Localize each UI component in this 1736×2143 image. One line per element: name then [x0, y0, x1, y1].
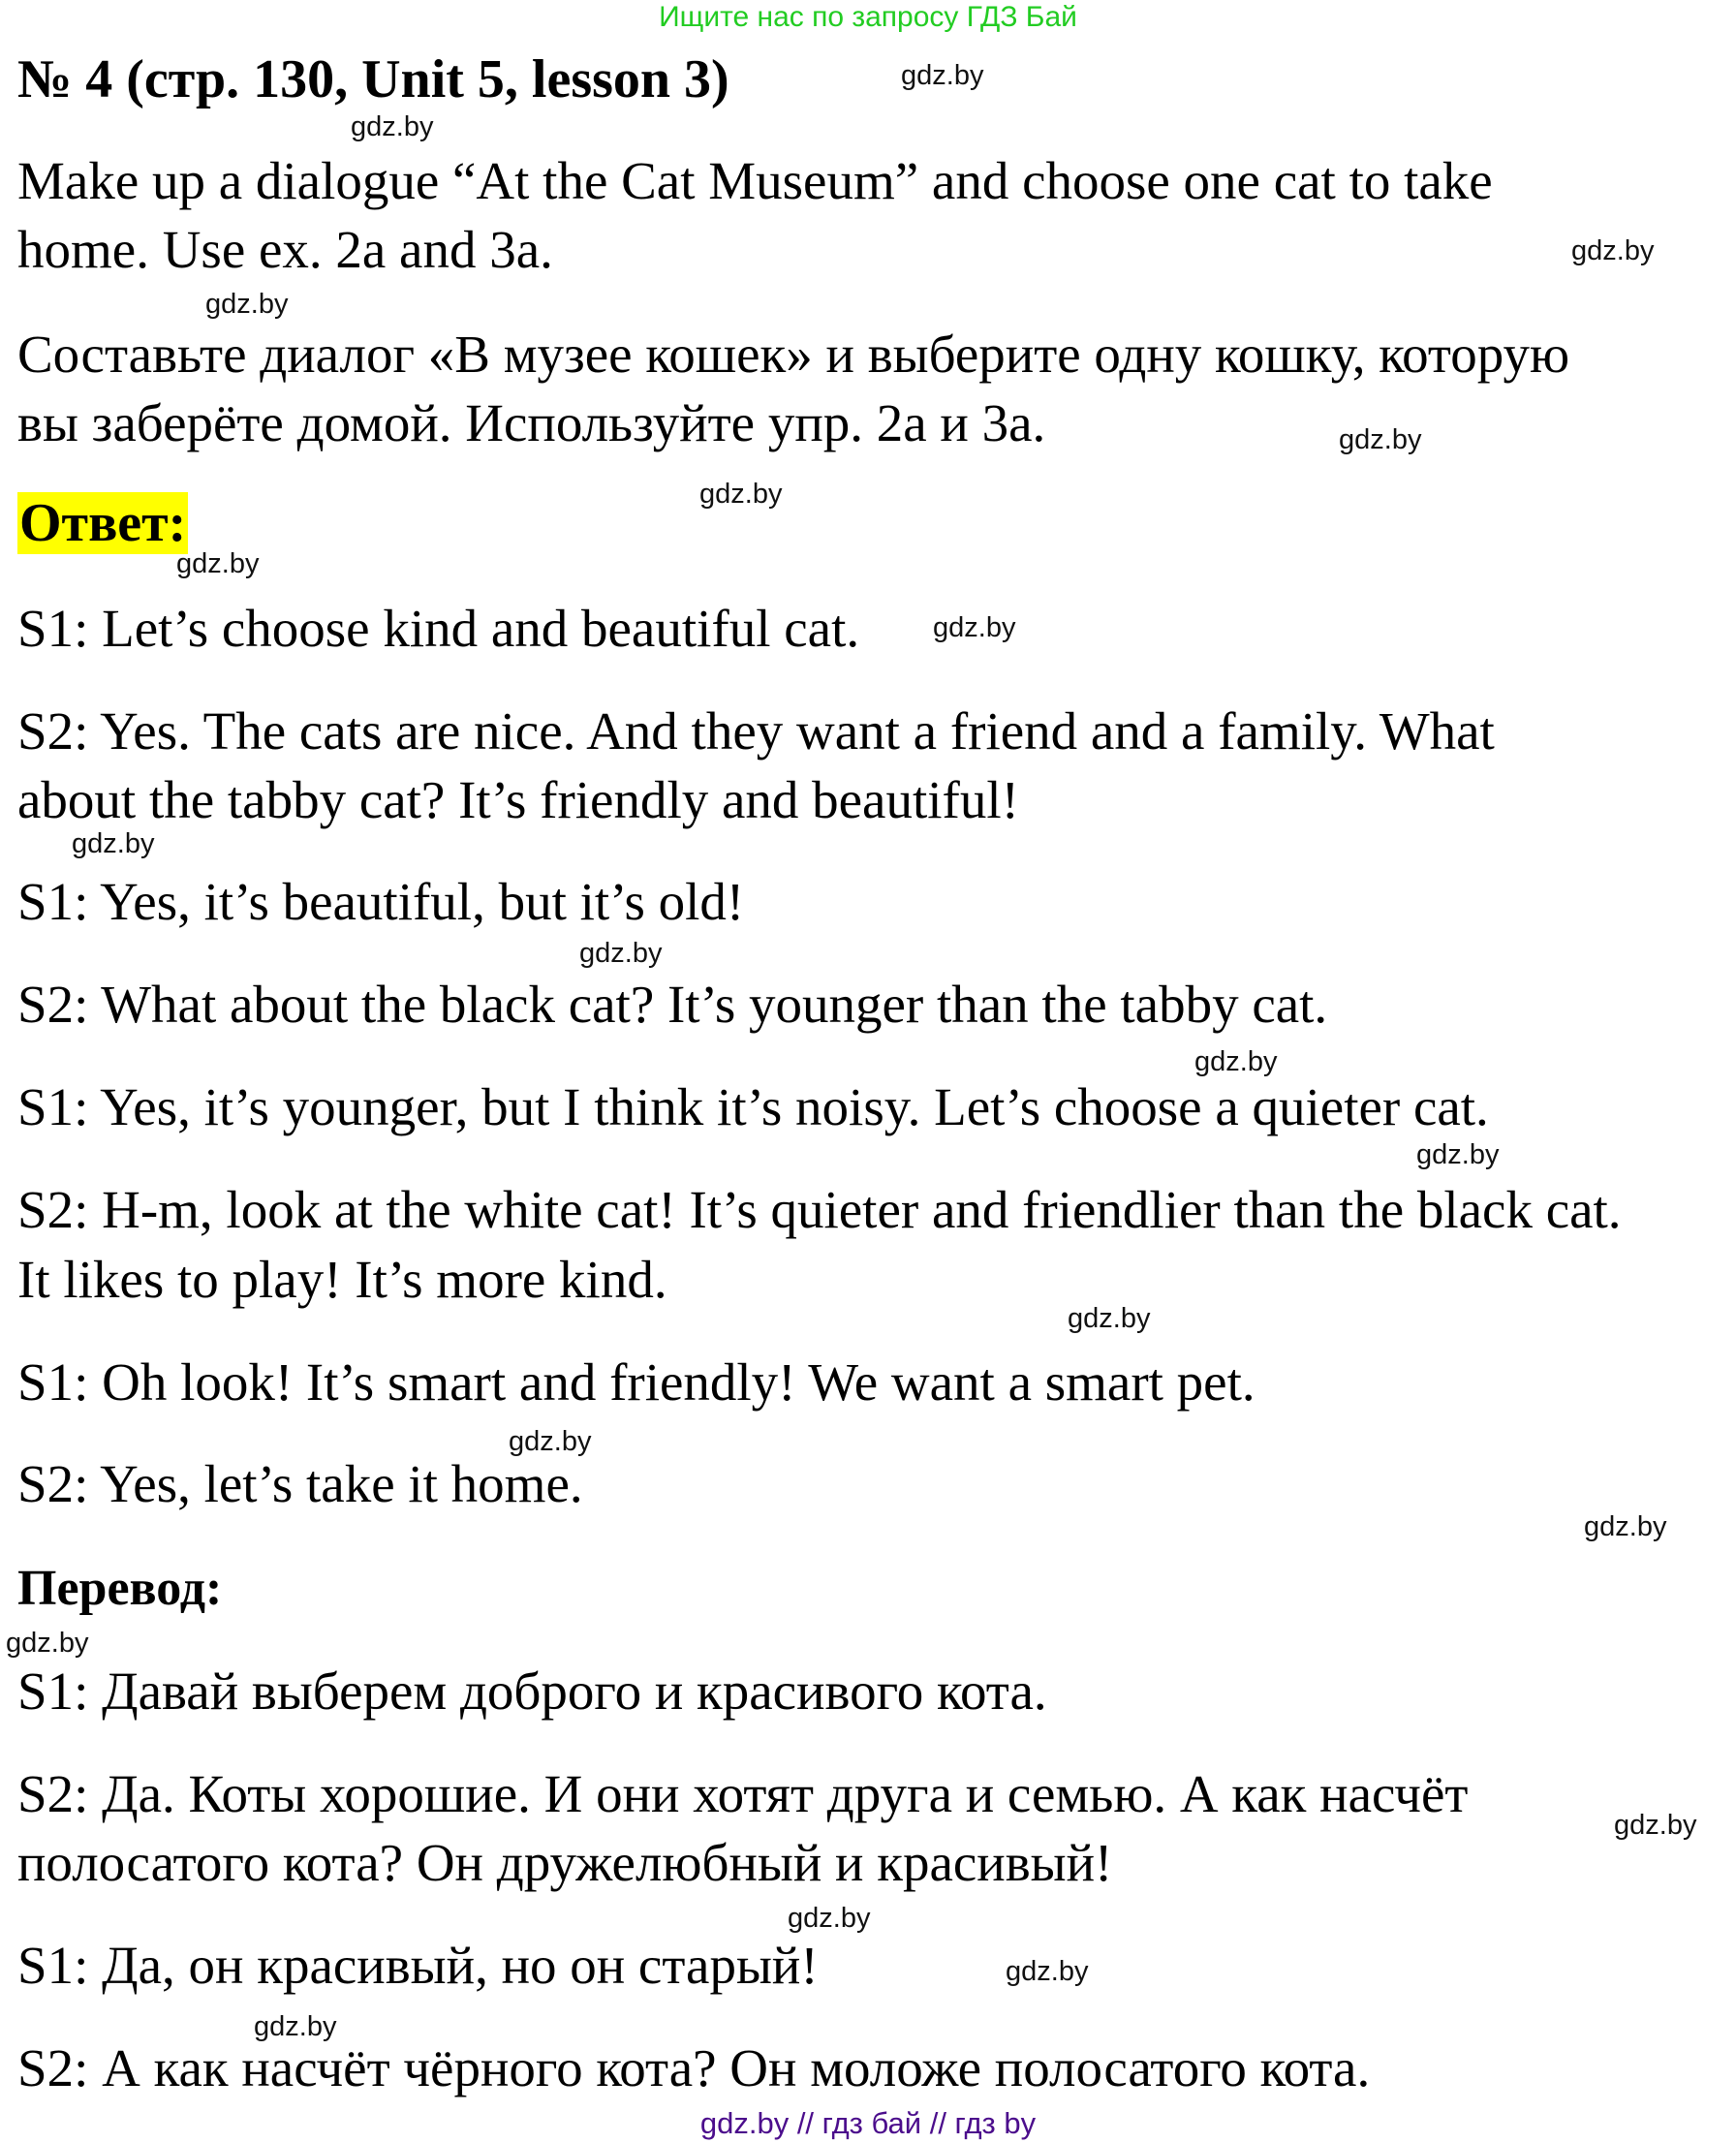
watermark: gdz.by — [1006, 1956, 1089, 1987]
footer-links[interactable]: gdz.by // гдз бай // гдз by — [699, 2106, 1037, 2140]
watermark: gdz.by — [1068, 1303, 1151, 1334]
watermark: gdz.by — [699, 479, 783, 510]
watermark: gdz.by — [205, 289, 289, 320]
watermark: gdz.by — [579, 938, 663, 969]
watermark: gdz.by — [1339, 424, 1422, 455]
watermark: gdz.by — [351, 111, 434, 142]
answer-label: Ответ: — [19, 493, 187, 553]
watermark: gdz.by — [6, 1628, 89, 1659]
dialogue-line: S1: Yes, it’s beautiful, but it’s old! — [17, 872, 745, 931]
watermark: gdz.by — [176, 548, 260, 579]
watermark: gdz.by — [1571, 235, 1655, 266]
dialogue-line: S2: What about the black cat? It’s younger than the tabby cat. — [17, 975, 1328, 1034]
translation-line: полосатого кота? Он дружелюбный и красивый! — [17, 1833, 1113, 1892]
watermark: gdz.by — [933, 612, 1016, 643]
watermark: gdz.by — [788, 1903, 871, 1934]
watermark: gdz.by — [1194, 1046, 1278, 1077]
watermark: gdz.by — [254, 2011, 337, 2042]
translation-line: S1: Давай выберем доброго и красивого кота. — [17, 1662, 1047, 1721]
watermark: gdz.by — [1584, 1511, 1667, 1542]
translation-line: S2: А как насчёт чёрного кота? Он моложе полосатого кота. — [17, 2038, 1371, 2097]
task-en-line: Make up a dialogue “At the Cat Museum” and choose one cat to take — [17, 151, 1493, 210]
dialogue-line: S2: Yes. The cats are nice. And they want a friend and a family. What — [17, 701, 1495, 761]
dialogue-line: S1: Yes, it’s younger, but I think it’s noisy. Let’s choose a quieter cat. — [17, 1077, 1489, 1136]
dialogue-line: S1: Oh look! It’s smart and friendly! We want a smart pet. — [17, 1352, 1256, 1412]
task-ru-line: вы заберёте домой. Используйте упр. 2а и 3а. — [17, 393, 1046, 452]
search-banner[interactable]: Ищите нас по запросу ГДЗ Бай — [659, 1, 1077, 33]
dialogue-line: about the tabby cat? It’s friendly and beautiful! — [17, 770, 1019, 829]
exercise-title: № 4 (стр. 130, Unit 5, lesson 3) — [17, 49, 729, 109]
watermark: gdz.by — [509, 1426, 592, 1457]
dialogue-line: S2: Yes, let’s take it home. — [17, 1454, 583, 1513]
translation-line: S2: Да. Коты хорошие. И они хотят друга и семью. А как насчёт — [17, 1764, 1469, 1823]
task-ru-line: Составьте диалог «В музее кошек» и выберите одну кошку, которую — [17, 325, 1570, 384]
watermark: gdz.by — [1416, 1139, 1500, 1170]
task-en-line: home. Use ex. 2a and 3a. — [17, 220, 553, 279]
dialogue-line: S1: Let’s choose kind and beautiful cat. — [17, 599, 860, 658]
dialogue-line: It likes to play! It’s more kind. — [17, 1250, 667, 1309]
dialogue-line: S2: H-m, look at the white cat! It’s quieter and friendlier than the black cat. — [17, 1180, 1622, 1239]
translation-line: S1: Да, он красивый, но он старый! — [17, 1936, 819, 1995]
watermark: gdz.by — [901, 60, 984, 91]
translation-label: Перевод: — [17, 1561, 223, 1616]
watermark: gdz.by — [1614, 1810, 1697, 1841]
watermark: gdz.by — [72, 828, 155, 859]
